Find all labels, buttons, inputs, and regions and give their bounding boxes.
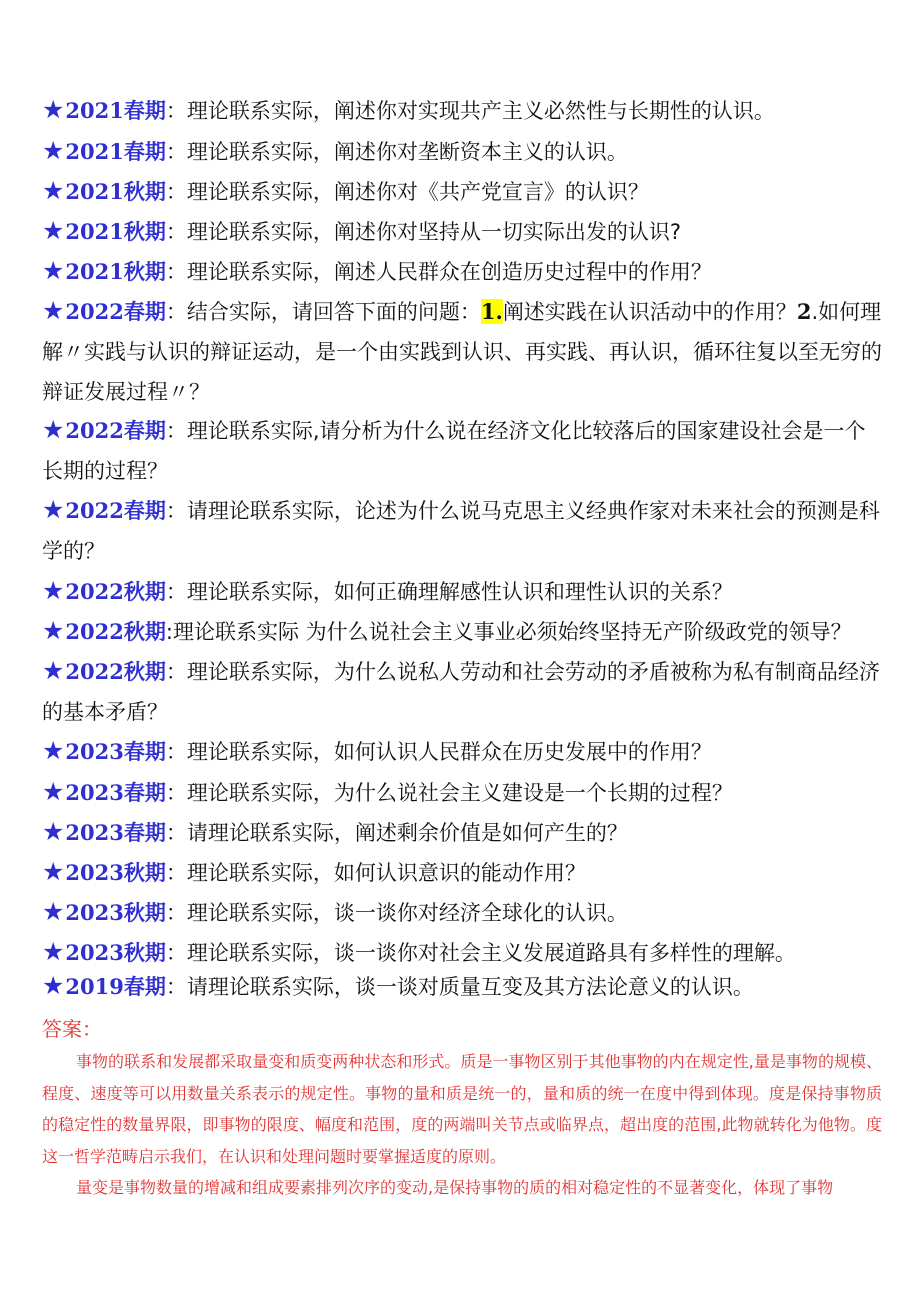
star-icon: ★ [42, 415, 65, 444]
star-icon: ★ [42, 256, 65, 285]
question-item [42, 966, 882, 1007]
question-item [42, 291, 882, 412]
question-text: 理论联系实际，阐述人民群众在创造历史过程中的作用？ [186, 260, 712, 284]
colon: ： [165, 975, 187, 999]
star-icon: ★ [42, 616, 65, 645]
star-icon: ★ [42, 216, 65, 245]
term-tag: 2021春期 [65, 98, 166, 123]
star-icon: ★ [42, 176, 65, 205]
question-text: 请理论联系实际，论述为什么说马克思主义经典作家对未来社会的预测是科学的？ [42, 499, 880, 563]
question-text: .如何理解〃实践与认识的辩证运动，是一个由实践到认识、再实践、再认识，循环往复以至无穷的辩证发展过程〃？ [42, 300, 882, 404]
question-item [42, 812, 882, 853]
term-tag: 2023秋期 [65, 940, 166, 965]
star-icon: ★ [42, 736, 65, 765]
question-item [42, 571, 882, 612]
star-icon: ★ [42, 495, 65, 524]
star-icon: ★ [42, 656, 65, 685]
question-text: 请理论联系实际，谈一谈对质量互变及其方法论意义的认识。 [186, 975, 754, 999]
question-item [42, 131, 882, 172]
colon: ： [165, 740, 187, 764]
question-text: 理论联系实际，如何认识人民群众在历史发展中的作用？ [186, 740, 712, 764]
star-icon: ★ [42, 857, 65, 886]
star-icon: ★ [42, 777, 65, 806]
colon: ： [165, 580, 187, 604]
term-tag: 2021秋期 [65, 179, 166, 204]
term-tag: 2023春期 [65, 739, 166, 764]
question-text: 阐述实践在认识活动中的作用？ [502, 300, 797, 324]
question-text: 理论联系实际，如何认识意识的能动作用？ [186, 861, 586, 885]
question-text: 理论联系实际,请分析为什么说在经济文化比较落后的国家建设社会是一个长期的过程？ [42, 419, 866, 483]
question-item [42, 251, 882, 292]
term-tag: 2022春期 [65, 299, 166, 324]
term-tag: 2022秋期 [65, 579, 166, 604]
star-icon: ★ [42, 897, 65, 926]
question-item [42, 772, 882, 813]
question-number: 2 [796, 299, 812, 324]
term-tag: 2022春期 [65, 498, 166, 523]
colon: : [165, 620, 173, 644]
question-item [42, 651, 882, 732]
term-tag: 2022春期 [65, 418, 166, 443]
question-text: 理论联系实际，阐述你对《共产党宣言》的认识？ [186, 180, 649, 204]
question-text: 理论联系实际，阐述你对垄断资本主义的认识。 [186, 140, 628, 164]
colon: ： [165, 821, 187, 845]
star-icon: ★ [42, 576, 65, 605]
star-icon: ★ [42, 95, 65, 124]
question-item [42, 892, 882, 933]
question-text: 理论联系实际，为什么说私人劳动和社会劳动的矛盾被称为私有制商品经济的基本矛盾？ [42, 660, 880, 724]
colon: ： [165, 260, 187, 284]
star-icon: ★ [42, 937, 65, 966]
term-tag: 2021秋期 [65, 259, 166, 284]
question-item [42, 410, 882, 491]
colon: ： [165, 180, 187, 204]
colon: ： [165, 781, 187, 805]
colon: ： [165, 660, 187, 684]
term-tag: 2023春期 [65, 820, 166, 845]
colon: ： [165, 941, 187, 965]
term-tag: 2022秋期 [65, 619, 166, 644]
answer-label: 答案： [42, 1017, 102, 1041]
question-text: 理论联系实际 为什么说社会主义事业必须始终坚持无产阶级政党的领导？ [172, 620, 852, 644]
question-text: 理论联系实际，阐述你对实现共产主义必然性与长期性的认识。 [186, 99, 775, 123]
answer-paragraph: 事物的联系和发展都采取量变和质变两种状态和形式。质是一事物区别于其他事物的内在规定性,量是事物的规模、程度、速度等可以用数量关系表示的规定性。事物的量和质是统一的，量和质的统一在度中得到体现。度是保持事物质的稳定性的数量界限，即事物的限度、幅度和范围，度的两端叫关节点或临界点，超出度的范围,此物就转化为他物。度这一哲学范畴启示我们，在认识和处理问题时要掌握适度的原则。 [42, 1052, 882, 1166]
colon: ： [165, 499, 187, 523]
question-item [42, 211, 882, 252]
colon: ： [165, 140, 187, 164]
term-tag: 2023秋期 [65, 860, 166, 885]
term-tag: 2023春期 [65, 780, 166, 805]
question-text: 请理论联系实际，阐述剩余价值是如何产生的？ [186, 821, 628, 845]
question-text: 理论联系实际，谈一谈你对经济全球化的认识。 [186, 901, 628, 925]
question-text: 理论联系实际，阐述你对坚持从一切实际出发的认识? [186, 220, 682, 244]
colon: ： [165, 99, 187, 123]
question-item [42, 490, 882, 571]
term-tag: 2022秋期 [65, 659, 166, 684]
star-icon: ★ [42, 817, 65, 846]
star-icon: ★ [42, 136, 65, 165]
colon: ： [165, 901, 187, 925]
colon: ： [165, 419, 187, 443]
question-item [42, 171, 882, 212]
question-text: 理论联系实际，谈一谈你对社会主义发展道路具有多样性的理解。 [186, 941, 796, 965]
colon: ： [165, 220, 187, 244]
question-text: 理论联系实际，如何正确理解感性认识和理性认识的关系？ [186, 580, 733, 604]
question-item [42, 852, 882, 893]
colon: ： [165, 300, 187, 324]
term-tag: 2021秋期 [65, 219, 166, 244]
term-tag: 2023秋期 [65, 900, 166, 925]
colon: ： [165, 861, 187, 885]
question-item [42, 731, 882, 772]
answer-paragraph: 量变是事物数量的增减和组成要素排列次序的变动,是保持事物的质的相对稳定性的不显著变化，体现了事物 [76, 1178, 834, 1197]
question-text: 结合实际，请回答下面的问题： [186, 300, 481, 324]
term-tag: 2019春期 [65, 974, 166, 999]
question-text: 理论联系实际，为什么说社会主义建设是一个长期的过程？ [186, 781, 733, 805]
star-icon: ★ [42, 296, 65, 325]
question-item [42, 90, 882, 131]
term-tag: 2021春期 [65, 139, 166, 164]
highlighted-number: 1. [480, 299, 503, 324]
question-item [42, 611, 882, 652]
star-icon: ★ [42, 971, 65, 1000]
